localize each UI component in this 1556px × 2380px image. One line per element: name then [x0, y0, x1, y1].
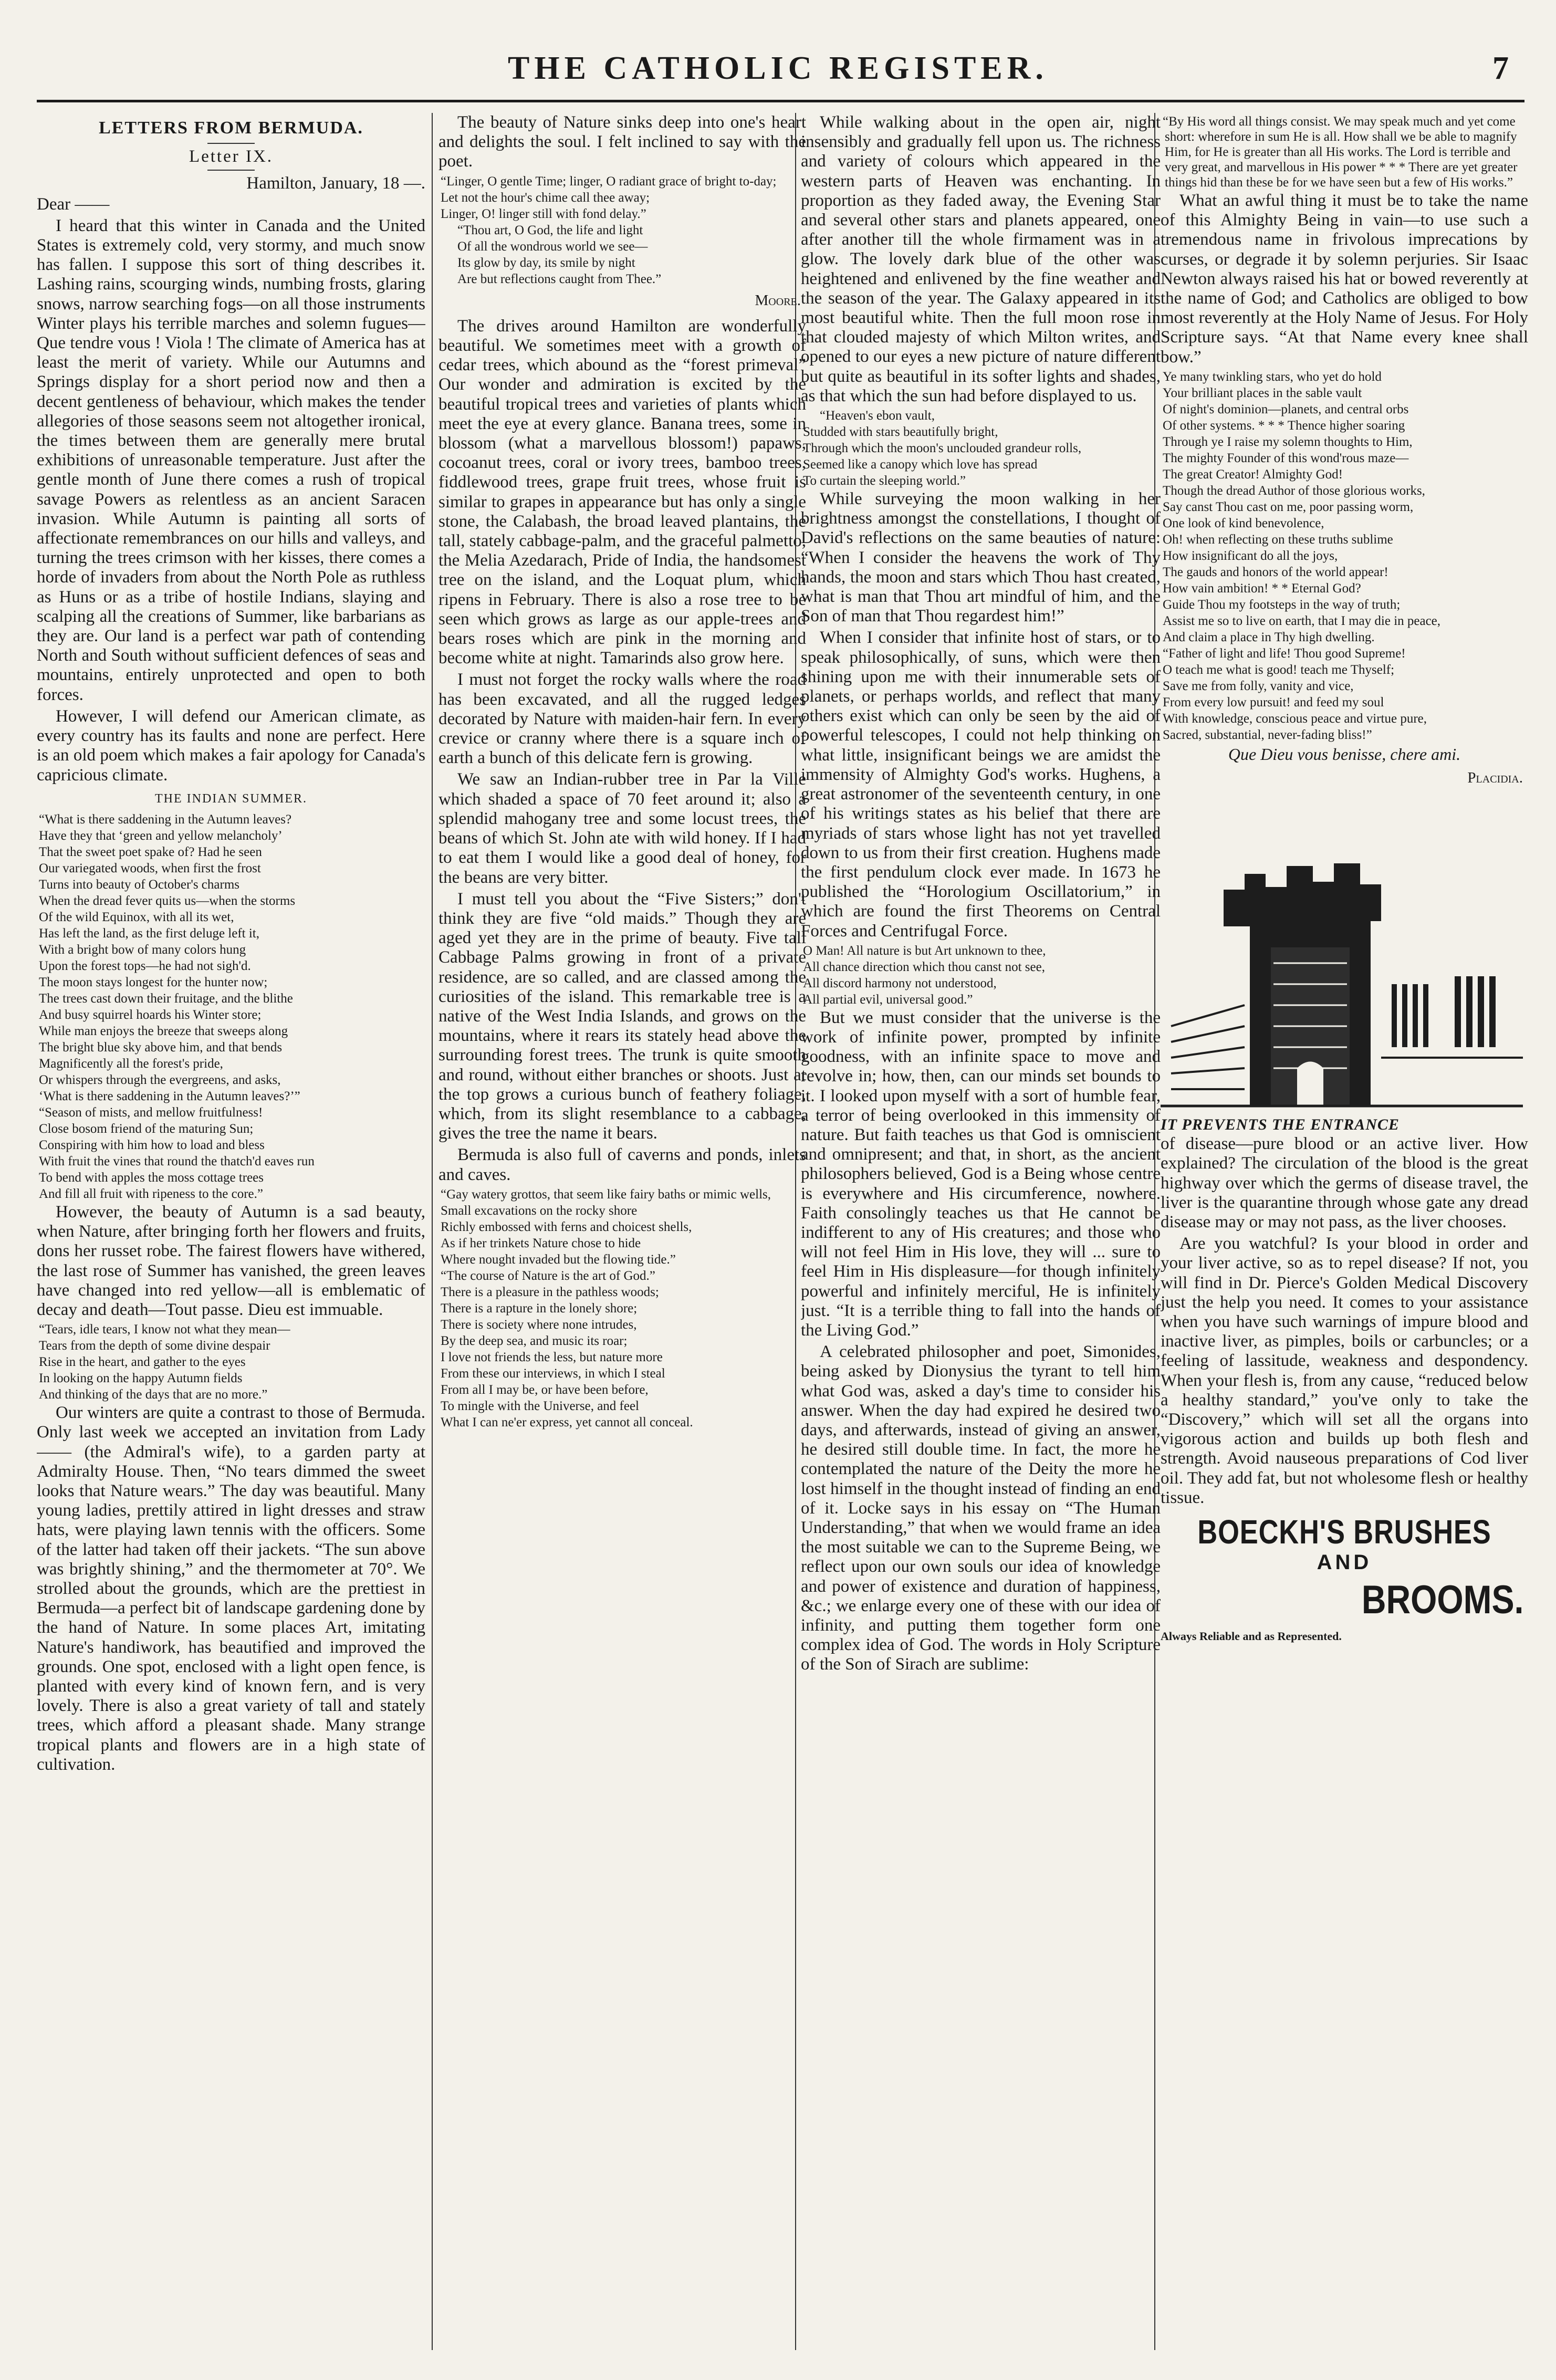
- column-2: [438, 113, 806, 2350]
- poem-line: Upon the forest tops—he had not sigh'd.: [39, 958, 251, 973]
- brand-line-3: BROOMS.: [1361, 1578, 1524, 1623]
- scripture-quote: “By His word all things consist. We may speak much and yet come short: wherefore in sum He is all. How shall we be able to magnify Him, for He is greater than all His works. The Lord is terrible and very great, and marvellous in His power * * * There are yet greater things hid than these be for we have seen but a few of His works.”: [1163, 114, 1518, 190]
- heading-rule: [207, 143, 255, 144]
- closing-line: Que Dieu vous benisse, chere ami.: [1228, 744, 1461, 764]
- poem-line: Say canst Thou cast on me, poor passing worm,: [1163, 499, 1414, 514]
- brand-line-2: AND: [1317, 1551, 1372, 1574]
- poem-line: Small excavations on the rocky shore: [441, 1203, 638, 1218]
- poem-line: From all I may be, or have been before,: [441, 1382, 649, 1397]
- poem-line: I love not friends the less, but nature more: [441, 1350, 663, 1364]
- poem-line: Our variegated woods, when first the frost: [39, 861, 261, 875]
- poem-line: Sacred, substantial, never-fading bliss!”: [1163, 727, 1372, 742]
- paragraph: I must tell you about the “Five Sisters;” don't think they are five “old maids.” Though they are aged yet they are in the prime of beauty. Five tall Cabbage Palms growing in front of a private residence, are so called, and are classed among the curiosities of the island. This remarkable tree is a native of the West India Islands, and grows on the mountains, where it rears its stately head above the surrounding forest trees. The trunk is quite smooth and round, without either branches or shoots. Just at the top grows a curious bunch of feathery foliage, which, from its slight resemblance to a cabbage, gives the tree the name it bears.: [438, 889, 806, 1143]
- column-4: [1161, 113, 1528, 2350]
- newspaper-title: THE CATHOLIC REGISTER.: [508, 50, 1048, 86]
- column-1: [37, 113, 425, 2350]
- castle-tower-icon: [1161, 795, 1523, 1110]
- poem-line: Rise in the heart, and gather to the eyes: [39, 1355, 246, 1370]
- paragraph: Bermuda is also full of caverns and ponds, inlets and caves.: [438, 1145, 806, 1184]
- poem-line: Have they that ‘green and yellow melancholy’: [39, 828, 283, 843]
- poem-line: Let not the hour's chime call thee away;: [441, 190, 650, 205]
- poem-line: “Season of mists, and mellow fruitfulness!: [39, 1105, 263, 1120]
- poem-line: How vain ambition! * * Eternal God?: [1163, 581, 1361, 596]
- brand-line-1: BOECKH'S BRUSHES: [1197, 1513, 1491, 1551]
- paragraph: A celebrated philosopher and poet, Simonides, being asked by Dionysius the tyrant to tell him what God was, asked a day's time to consider his answer. When the day had expired he desired two days, and afterwards, instead of giving an answer, he desired still double time. In fact, the more he contemplated the nature of the Deity the more he lost himself in the thought instead of finding an end of it. Locke says in his essay on “The Human Understanding,” that when we would frame an idea the most suitable we can to the Supreme Being, we reflect upon our own souls our idea of knowledge and power of existence and duration of happiness, &c.; we enlarge every one of these with our idea of infinity, and putting them together form one complex idea of God. The words in Holy Scripture of the Son of Sirach are sublime:: [801, 1342, 1161, 1674]
- poem-line: With a bright bow of many colors hung: [39, 942, 246, 957]
- poem-line: Though the dread Author of those glorious works,: [1163, 483, 1425, 498]
- poem-line: Magnificently all the forest's pride,: [39, 1056, 223, 1071]
- paragraph: But we must consider that the universe is the work of infinite power, prompted by infinite goodness, with an infinite space to move and revolve in; how, then, can our minds set bounds to it. I looked upon myself with a sort of humble fear, a terror of being overlooked in this immensity of nature. But faith teaches us that God is omniscient and omnipresent; and that, in short, as the ancient philosophers believed, God is a Being whose centre is everywhere and His circumference, nowhere. Faith consolingly teaches us that He cannot be indifferent to any of His creatures; and those who will not feel Him in His love, they will ... sure to feel Him in His displeasure—for though infinitely powerful and infinitely merciful, He is infinitely just. “It is a terrible thing to fall into the hands of the Living God.”: [801, 1008, 1161, 1340]
- article-heading: LETTERS FROM BERMUDA.: [99, 118, 363, 138]
- poem-line: “Heaven's ebon vault,: [820, 409, 935, 423]
- poem-line: Oh! when reflecting on these truths sublime: [1163, 532, 1393, 547]
- poem-line: ‘What is there saddening in the Autumn leaves?’”: [39, 1089, 300, 1103]
- poem-line: To bend with apples the moss cottage trees: [39, 1170, 264, 1185]
- poem-line: That the sweet poet spake of? Had he seen: [39, 844, 262, 859]
- poem-line: Your brilliant places in the sable vault: [1163, 385, 1362, 400]
- poem-line: And claim a place in Thy high dwelling.: [1163, 630, 1375, 644]
- poem-line: From every low pursuit! and feed my soul: [1163, 695, 1384, 709]
- poem-line: All partial evil, universal good.”: [803, 992, 973, 1007]
- poem-line: And busy squirrel hoards his Winter store;: [39, 1007, 262, 1022]
- poem-line: Has left the land, as the first deluge left it,: [39, 926, 260, 941]
- poem-line: Ye many twinkling stars, who yet do hold: [1163, 369, 1382, 384]
- poem-line: “What is there saddening in the Autumn leaves?: [39, 812, 292, 827]
- header-rule: [37, 100, 1524, 102]
- poem-line: The bright blue sky above him, and that bends: [39, 1040, 283, 1055]
- poem-attribution: Moore.: [755, 291, 801, 309]
- poem-line: There is society where none intrudes,: [441, 1317, 637, 1332]
- poem-line: One look of kind benevolence,: [1163, 516, 1324, 530]
- poem-line: Of other systems. * * * Thence higher soaring: [1163, 418, 1405, 433]
- poem-line: All discord harmony not understood,: [803, 976, 997, 990]
- poem-line: Save me from folly, vanity and vice,: [1163, 678, 1354, 693]
- poem-line: The trees cast down their fruitage, and the blithe: [39, 991, 293, 1006]
- poem-line: The gauds and honors of the world appear!: [1163, 565, 1388, 579]
- poem-line: The mighty Founder of this wond'rous maze—: [1163, 451, 1409, 465]
- column-divider: [432, 113, 433, 2350]
- advert-paragraph: of disease—pure blood or an active liver. How explained? The circulation of the blood is the great highway over which the germs of disease travel, the liver is the quarantine through whose gate any dread disease may or may not pass, as the liver chooses.: [1161, 1134, 1528, 1232]
- poem-line: “Father of light and life! Thou good Supreme!: [1163, 646, 1406, 661]
- poem-line: Richly embossed with ferns and choicest shells,: [441, 1219, 692, 1234]
- paragraph: However, I will defend our American climate, as every country has its faults and none are perfect. Here is an old poem which makes a fair apology for Canada's capricious climate.: [37, 706, 425, 785]
- signature: Placidia.: [1467, 769, 1523, 787]
- poem-line: To mingle with the Universe, and feel: [441, 1398, 640, 1413]
- poem-line: “Gay watery grottos, that seem like fairy baths or mimic wells,: [441, 1187, 771, 1202]
- paragraph: I must not forget the rocky walls where the road has been excavated, and all the rugged ledges decorated by Nature with maiden-hair fern. In every crevice or cranny where there is a square inch of earth a bunch of this delicate fern is growing.: [438, 670, 806, 768]
- advert-headline: IT PREVENTS THE ENTRANCE: [1161, 1116, 1400, 1134]
- poem-line: Of the wild Equinox, with all its wet,: [39, 910, 234, 924]
- castle-tower-illustration: [1161, 795, 1523, 1110]
- paragraph: I heard that this winter in Canada and the United States is extremely cold, very stormy, and much snow has fallen. I suppose this sort of thing describes it. Lashing rains, scourging winds, numbing frosts, glaring snows, narrow searching fogs—on all those instruments Winter plays his terrible marches and solemn fugues—Que tendre vous ! Viola ! The climate of America has at least the merit of variety. While our Autumns and Springs display for a short period now and then a decent gentleness of behaviour, which makes the tender allegories of those seasons seem not altogether ironical, the times between them are generally mere brutal exhibitions of unreasonable temperature. Just after the gentle month of June there comes a rush of tropical savage Powers as relentless as an ancient Saracen invasion. While Autumn is painting all sorts of affectionate remembrances on our hills and valleys, and turning the trees crimson with her kisses, there comes a horde of invaders from about the North Pole as ruthless as Huns or as a tribe of hostile Indians, slaying and scalping all the creations of Summer, like barbarians as they are. Our land is a perfect war path of contending North and South without sufficient defences of seas and mountains, entirely unprotected and open to both forces.: [37, 216, 425, 704]
- article-subheading: Letter IX.: [189, 147, 274, 166]
- paragraph: We saw an Indian-rubber tree in Par la Ville which shaded a space of 70 feet around it; also a splendid mahogany tree and some locust trees, the beans of which St. John ate with wild honey. If I had to eat them I would like a good deal of honey, for the beans are very bitter.: [438, 770, 806, 887]
- poem-title: THE INDIAN SUMMER.: [155, 791, 307, 806]
- page-number: 7: [1492, 50, 1509, 86]
- poem-line: Through ye I raise my solemn thoughts to Him,: [1163, 434, 1413, 449]
- poem-line: And thinking of the days that are no more.”: [39, 1387, 268, 1402]
- poem-line: O teach me what is good! teach me Thyself;: [1163, 662, 1395, 677]
- poem-line: Conspiring with him how to load and bless: [39, 1137, 265, 1152]
- poem-line: What I can ne'er express, yet cannot all conceal.: [441, 1415, 693, 1429]
- poem-line: There is a pleasure in the pathless woods;: [441, 1285, 659, 1299]
- paragraph: While surveying the moon walking in her brightness amongst the constellations, I thought of David's reflections on the same beauties of nature: “When I consider the heavens the work of Thy hands, the moon and stars which Thou hast created, what is man that Thou art mindful of him, and the Son of man that Thou regardest him!”: [801, 489, 1161, 626]
- poem-line: And fill all fruit with ripeness to the core.”: [39, 1186, 263, 1201]
- poem-line: Linger, O! linger still with fond delay.”: [441, 206, 646, 221]
- paragraph: What an awful thing it must be to take the name of this Almighty Being in vain—to use such a tremendous name in frivolous imprecations by curses, or degrade it by solemn perjuries. Sir Isaac Newton always raised his hat or bowed reverently at the name of God; and Catholics are obliged to bow most reverently at the Holy Name of Jesus. For Holy Scripture says. “At that Name every knee shall bow.”: [1161, 191, 1528, 367]
- poem-line: Are but reflections caught from Thee.”: [457, 272, 662, 286]
- poem-line: How insignificant do all the joys,: [1163, 548, 1338, 563]
- poem-line: Turns into beauty of October's charms: [39, 877, 239, 892]
- poem-line: Tears from the depth of some divine despair: [39, 1339, 270, 1353]
- poem-line: All chance direction which thou canst not see,: [803, 959, 1045, 974]
- poem-line: Where nought invaded but the flowing tide.”: [441, 1252, 676, 1267]
- poem-line: There is a rapture in the lonely shore;: [441, 1301, 638, 1316]
- paragraph: When I consider that infinite host of stars, or to speak philosophically, of suns, which were then shining upon me with their innumerable sets of planets, or perhaps worlds, and reflect that many others exist which can only be seen by the aid of powerful telescopes, I could not help thinking on what little, insignificant beings we are amidst the immensity of Almighty God's works. Hughens, a great astronomer of the seventeenth century, in one of his writings states as his belief that there are myriads of stars whose light has not yet travelled down to us from their first creation. Hughens made the first pendulum clock ever made. In 1673 he published the “Horologium Oscillatorium,” in which are found the first Theorems on Central Forces and Centrifugal Force.: [801, 628, 1161, 941]
- poem-line: Assist me so to live on earth, that I may die in peace,: [1163, 613, 1441, 628]
- poem-line: When the dread fever quits us—when the storms: [39, 893, 296, 908]
- poem-line: O Man! All nature is but Art unknown to thee,: [803, 943, 1046, 958]
- poem-line: With knowledge, conscious peace and virtue pure,: [1163, 711, 1427, 726]
- salutation: Dear ——: [37, 194, 110, 214]
- poem-line: Guide Thou my footsteps in the way of truth;: [1163, 597, 1401, 612]
- poem-line: By the deep sea, and music its roar;: [441, 1333, 628, 1348]
- poem-line: The moon stays longest for the hunter now;: [39, 975, 268, 989]
- paragraph: The beauty of Nature sinks deep into one's heart and delights the soul. I felt inclined to say with the poet.: [438, 113, 806, 171]
- poem-line: Of all the wondrous world we see—: [457, 239, 648, 254]
- paragraph: While walking about in the open air, night insensibly and gradually fell upon us. The richness and variety of colours which appeared in the western parts of Heaven was enchanting. In proportion as they faded away, the Evening Star and several other stars and planets appeared, one after another till the whole firmament was in a glow. The lovely dark blue of the other was heightened and enlivened by the fine weather and the season of the year. The Galaxy appeared in its most beautiful white. Then the full moon rose in that clouded majesty of which Milton writes, and opened to our eyes a new picture of nature different but quite as beautiful in its softer lights and shades, as that which the sun had before displayed to us.: [801, 113, 1161, 405]
- poem-line: “Tears, idle tears, I know not what they mean—: [39, 1322, 290, 1337]
- poem-line: “The course of Nature is the art of God.”: [441, 1268, 655, 1283]
- poem-line: As if her trinkets Nature chose to hide: [441, 1236, 641, 1250]
- column-3: [801, 113, 1161, 2350]
- paragraph: However, the beauty of Autumn is a sad beauty, when Nature, after bringing forth her flowers and fruits, dons her russet robe. The fairest flowers have withered, the last rose of Summer has vanished, the green leaves have changed into red yellow—all is emblematic of decay and death—Tout passe. Dieu est immuable.: [37, 1202, 425, 1319]
- advert-paragraph: Are you watchful? Is your blood in order and your liver active, so as to repel disease? If not, you will find in Dr. Pierce's Golden Medical Discovery just the help you need. It comes to your assistance when you have such warnings of impure blood and inactive liver, as pimples, boils or carbuncles; or a feeling of lassitude, weakness and despondency. When your flesh is, from any cause, “reduced below a healthy standard,” you've only to take the “Discovery,” which will set all the organs into vigorous action and builds up both flesh and strength. Avoid nauseous preparations of Cod liver oil. They add fat, but not wholesome flesh or healthy tissue.: [1161, 1234, 1528, 1507]
- poem-line: Seemed like a canopy which love has spread: [803, 457, 1038, 472]
- poem-line: While man enjoys the breeze that sweeps along: [39, 1024, 288, 1038]
- poem-line: Of night's dominion—planets, and central orbs: [1163, 402, 1409, 416]
- poem-line: With fruit the vines that round the thatch'd eaves run: [39, 1154, 315, 1168]
- poem-line: Close bosom friend of the maturing Sun;: [39, 1121, 254, 1136]
- poem-line: To curtain the sleeping world.”: [803, 474, 966, 488]
- dateline: Hamilton, January, 18 —.: [246, 174, 425, 193]
- heading-rule: [207, 170, 255, 171]
- paragraph: Our winters are quite a contrast to those of Bermuda. Only last week we accepted an invitation from Lady —— (the Admiral's wife), to a garden party at Admiralty House. Then, “No tears dimmed the sweet looks that Nature wears.” The day was beautiful. Many young ladies, prettily attired in light dresses and straw hats, were playing lawn tennis with the officers. Some of the latter had taken off their jackets. “The sun above was brightly shining,” and the thermometer at 70°. We strolled about the grounds, which are the prettiest in Bermuda—a perfect bit of landscape gardening done by the hand of Nature. In some places Art, imitating Nature's handiwork, has beautified and improved the grounds. One spot, enclosed with a light open fence, is planted with every kind of known fern, and is very lovely. There is also a great variety of tall and stately trees, which afford a pleasant shade. Many strange tropical plants and flowers are in a high state of cultivation.: [37, 1403, 425, 1774]
- poem-line: “Thou art, O God, the life and light: [457, 223, 643, 237]
- paragraph: The drives around Hamilton are wonderfully beautiful. We sometimes meet with a growth of cedar trees, which abound as the “forest primeval” Our wonder and admiration is excited by the beautiful tropical trees and varieties of plants which meet the eye at every glance. Banana trees, some in blossom (what a marvellous blossom!) papaws, cocoanut trees, coral or ivory trees, bamboo trees, fiddlewood trees, grape fruit trees, whose fruit is similar to grapes in appearance but has only a single stone, the Calabash, the broad leaved plantains, the tall, stately cabbage-palm, and the graceful palmetto, the Melia Azedarach, Pride of India, the handsomest tree on the island, and the Loquat plum, which ripens in February. There is also a rose tree to be seen which grows as large as our apple-trees and bears roses which are pink in the morning and become white at night. Tamarinds also grow here.: [438, 316, 806, 668]
- poem-line: In looking on the happy Autumn fields: [39, 1371, 243, 1386]
- brand-tagline: Always Reliable and as Represented.: [1161, 1630, 1342, 1643]
- poem-line: Its glow by day, its smile by night: [457, 255, 635, 270]
- poem-line: The great Creator! Almighty God!: [1163, 467, 1343, 482]
- masthead: [0, 50, 1556, 92]
- poem-line: Or whispers through the evergreens, and asks,: [39, 1072, 281, 1087]
- poem-line: “Linger, O gentle Time; linger, O radiant grace of bright to-day;: [441, 174, 777, 189]
- poem-line: Through which the moon's unclouded grandeur rolls,: [803, 441, 1082, 456]
- poem-line: From these our interviews, in which I steal: [441, 1366, 665, 1381]
- poem-line: Studded with stars beautifully bright,: [803, 425, 998, 440]
